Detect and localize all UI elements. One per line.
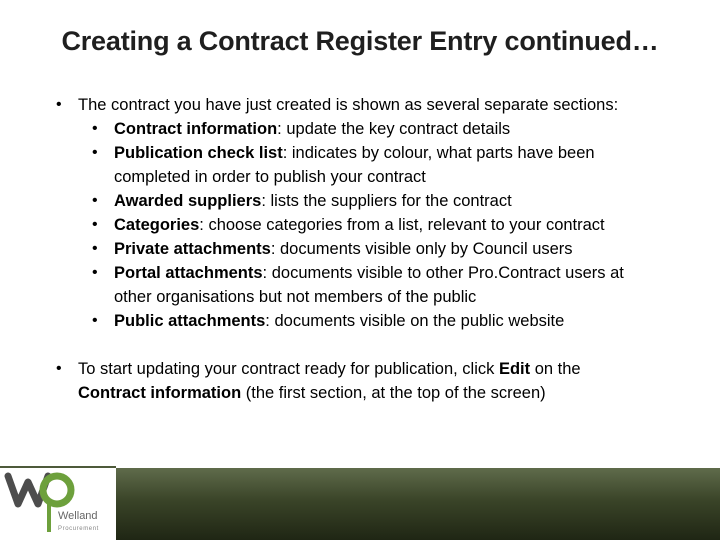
intro-bullet xyxy=(36,93,686,117)
section-desc: : documents visible only by Council users xyxy=(270,240,573,258)
section-desc: : indicates by colour, what parts have been xyxy=(282,144,595,162)
section-desc: : documents visible on the public website xyxy=(265,312,565,330)
section-item-public-attachments xyxy=(36,309,686,333)
section-desc: : documents visible to other Pro.Contract users at xyxy=(262,264,624,282)
bullet-glyph: • xyxy=(92,216,98,233)
section-item-portal-attachments xyxy=(36,261,686,285)
section-item-continuation xyxy=(36,165,686,189)
section-desc: : lists the suppliers for the contract xyxy=(261,192,512,210)
final-edit: Edit xyxy=(498,360,531,378)
final-text-pre: To start updating your contract ready for publication, click xyxy=(78,360,499,378)
bullet-glyph: • xyxy=(92,312,98,329)
bullet-glyph: • xyxy=(56,96,62,113)
welland-logo xyxy=(0,466,116,540)
section-name: Publication check list xyxy=(114,144,283,162)
logo-name: Welland xyxy=(58,510,98,522)
section-name: Categories xyxy=(114,216,200,234)
section-item-private-attachments xyxy=(36,237,686,261)
section-item-contract-information xyxy=(36,117,686,141)
section-item-categories xyxy=(36,213,686,237)
section-desc: other organisations but not members of the public xyxy=(114,288,477,306)
bullet-glyph: • xyxy=(92,240,98,257)
section-name: Public attachments xyxy=(114,312,266,330)
section-name: Portal attachments xyxy=(114,264,263,282)
final-text-tail: (the first section, at the top of the screen) xyxy=(241,384,546,402)
final-bullet-continuation xyxy=(36,381,686,405)
section-name: Private attachments xyxy=(114,240,271,258)
section-desc: completed in order to publish your contract xyxy=(114,168,426,186)
logo-subtitle: Procurement xyxy=(58,526,99,532)
section-item-awarded-suppliers xyxy=(36,189,686,213)
bullet-glyph: • xyxy=(92,264,98,281)
section-name: Awarded suppliers xyxy=(114,192,262,210)
slide-body xyxy=(36,93,686,405)
section-item-continuation xyxy=(36,285,686,309)
bullet-glyph: • xyxy=(92,144,98,161)
section-desc: : choose categories from a list, relevant to your contract xyxy=(199,216,605,234)
final-contract-info: Contract information xyxy=(78,384,242,402)
slide-title: Creating a Contract Register Entry continued… xyxy=(61,26,659,56)
bullet-glyph: • xyxy=(92,120,98,137)
section-item-publication-check-list xyxy=(36,141,686,165)
intro-text: The contract you have just created is shown as several separate sections: xyxy=(78,96,619,114)
section-name: Contract information xyxy=(114,120,278,138)
bullet-glyph: • xyxy=(56,360,62,377)
final-text-post: on the xyxy=(530,360,581,378)
bullet-glyph: • xyxy=(92,192,98,209)
spacer xyxy=(36,333,686,357)
section-desc: : update the key contract details xyxy=(277,120,511,138)
final-bullet xyxy=(36,357,686,381)
